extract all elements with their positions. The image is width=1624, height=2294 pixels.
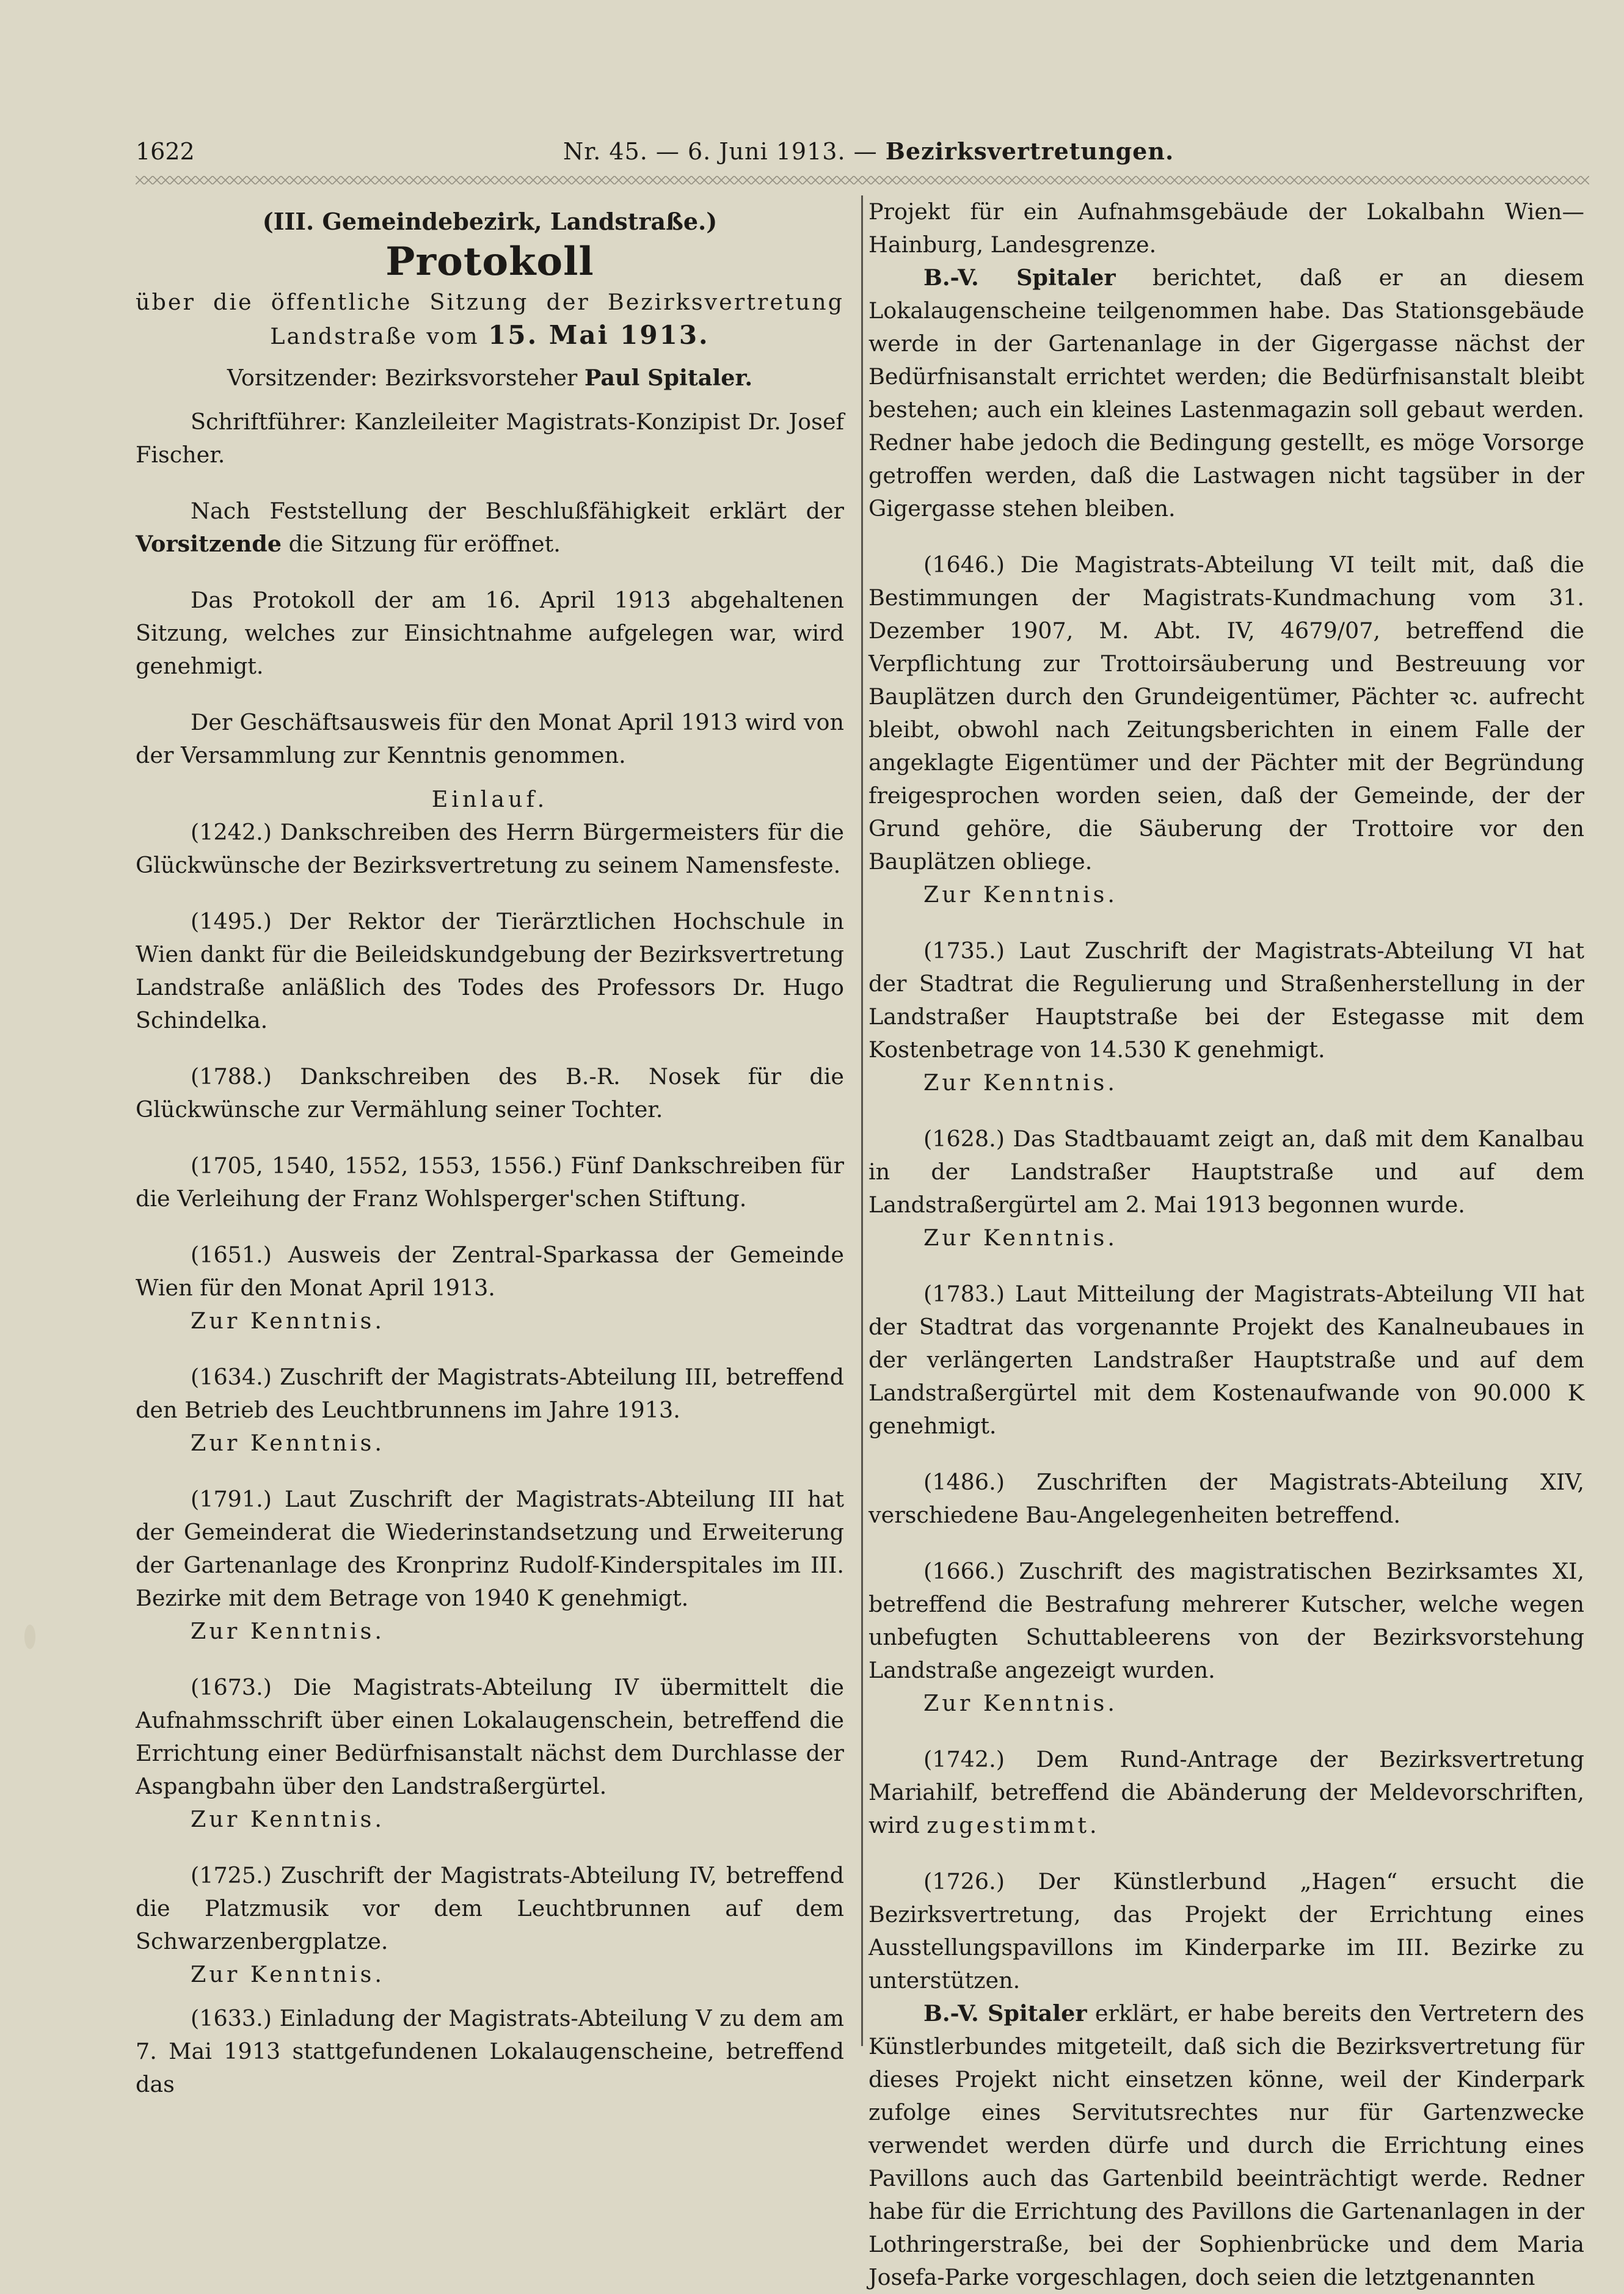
item-1742 (868, 1743, 1584, 1842)
item-1628: (1628.) Das Stadtbauamt zeigt an, daß mit dem Kanalbau in der Landstraßer Hauptstraße und auf dem Landstraßergürtel am 2. Mai 1913 begonnen wurde. (868, 1126, 1584, 1218)
item-1646: (1646.) Die Magistrats-Abteilung VI teilt mit, daß die Bestimmungen der Magistrats-Kundmachung vom 31. Dezember 1907, M. Abt. IV, 4679/07, betreffend die Verpflichtung zur Trottoirsäuberung und Bestreuung vor Bauplätzen durch den Grundeigentümer, Pächter ꝛc. aufrecht bleibt, obwohl nach Zeitungsberichten in einem Falle der angeklagte Eigentümer und der Pächter mit der Begründung freigesprochen worden seien, daß der Gemeinde, der der Grund gehöre, die Säuberung der Trottoire vor den Bauplätzen obliege. (868, 552, 1584, 875)
chairman-name: Paul Spitaler. (584, 365, 753, 391)
note-1646: Zur Kenntnis. (923, 881, 1118, 908)
item-1791: (1791.) Laut Zuschrift der Magistrats-Abteilung III hat der Gemeinderat die Wiederinstandsetzung und Erweiterung der Gartenanlage des Kronprinz Rudolf-Kinderspitales im III. Bezirke mit dem Betrage von 1940 K genehmigt. (136, 1486, 844, 1611)
note-1628: Zur Kenntnis. (923, 1225, 1118, 1251)
note-1634: Zur Kenntnis. (191, 1430, 385, 1456)
opening-end: die Sitzung für eröffnet. (288, 531, 561, 557)
protocol-approval: Das Protokoll der am 16. April 1913 abgehaltenen Sitzung, welches zur Einsichtnahme aufgelegen war, wird genehmigt. (136, 587, 844, 679)
item-1705: (1705, 1540, 1552, 1553, 1556.) Fünf Dankschreiben für die Verleihung der Franz Wohlsperger'schen Stiftung. (136, 1152, 844, 1212)
chairman-label: Vorsitzender: Bezirksvorsteher (227, 365, 578, 391)
header-rule (136, 176, 1589, 184)
speaker-text: berichtet, daß er an diesem Lokalaugenscheine teilgenommen habe. Das Stationsgebäude werde in der Gartenanlage in der Gigergasse nächst der Bedürfnisanstalt errichtet werden; die Bedürfnisanstalt bleibt bestehen; auch ein kleines Lastenmagazin soll gebaut werden. Redner habe jedoch die Bedingung gestellt, es möge Vorsorge getroffen werden, daß die Lastwagen nicht tagsüber in der Gigergasse stehen bleiben. (868, 264, 1585, 522)
item-1634: (1634.) Zuschrift der Magistrats-Abteilung III, betreffend den Betrieb des Leuchtbrunnens im Jahre 1913. (136, 1364, 844, 1423)
item-1742-decision: zugestimmt. (927, 1812, 1100, 1838)
column-divider (861, 195, 863, 2046)
item-1726: (1726.) Der Künstlerbund „Hagen“ ersucht die Bezirksvertretung, das Projekt der Errichtung eines Ausstellungspavillons im Kinderparke im III. Bezirke zu unterstützen. (868, 1868, 1584, 1994)
district-heading: (III. Gemeindebezirk, Landstraße.) (262, 208, 718, 235)
spitaler-report-2 (868, 1997, 1584, 2294)
item-1742-text: (1742.) Dem Rund-Antrage der Bezirksvertretung Mariahilf, betreffend die Abänderung der Meldevorschriften, wird (868, 1746, 1584, 1838)
note-1666: Zur Kenntnis. (923, 1690, 1118, 1716)
issue-line (563, 133, 1174, 170)
einlauf-heading: Einlauf. (431, 786, 548, 812)
protocol-title: Protokoll (385, 239, 594, 285)
note-1791: Zur Kenntnis. (191, 1618, 385, 1644)
item-1242: (1242.) Dankschreiben des Herrn Bürgermeisters für die Glückwünsche der Bezirksvertretung zu seinem Namensfeste. (136, 819, 844, 878)
page-number: 1622 (136, 138, 195, 165)
business-report: Der Geschäftsausweis für den Monat April 1913 wird von der Versammlung zur Kenntnis genommen. (136, 709, 844, 768)
protocol-date-line (136, 319, 844, 353)
item-1725: (1725.) Zuschrift der Magistrats-Abteilung IV, betreffend die Platzmusik vor dem Leuchtbrunnen auf dem Schwarzenbergplatze. (136, 1862, 844, 1954)
speaker-name: B.-V. Spitaler (923, 2000, 1087, 2026)
left-column (136, 195, 844, 2097)
item-1666: (1666.) Zuschrift des magistratischen Bezirksamtes XI, betreffend die Bestrafung mehrerer Kutscher, welche wegen unbefugten Schuttableerens von der Bezirksvorstehung Landstraße angezeigt wurden. (868, 1558, 1584, 1683)
item-1486: (1486.) Zuschriften der Magistrats-Abteilung XIV, verschiedene Bau-Angelegenheiten betreffend. (868, 1469, 1584, 1528)
secretary-paragraph: Schriftführer: Kanzleileiter Magistrats-Konzipist Dr. Josef Fischer. (136, 409, 844, 468)
protocol-subtitle: über die öffentliche Sitzung der Bezirksvertretung (136, 289, 844, 315)
item-1673: (1673.) Die Magistrats-Abteilung IV übermittelt die Aufnahmsschrift über einen Lokalaugenschein, betreffend die Errichtung einer Bedürfnisanstalt nächst dem Durchlasse der Aspangbahn über den Landstraßergürtel. (136, 1674, 844, 1799)
speaker-text: erklärt, er habe bereits den Vertretern des Künstlerbundes mitgeteilt, daß sich die Bezirksvertretung für dieses Projekt nicht einsetzen könne, weil der Kinderpark zufolge eines Servitutsrechtes nur für Gartenzwecke verwendet werden dürfe und durch die Errichtung eines Pavillons auch das Gartenbild beeinträchtigt werde. Redner habe für die Errichtung des Pavillons die Gartenanlagen in der Lothringerstraße, bei der Sophienbrücke und dem Maria Josefa-Parke vorgeschlagen, doch seien die letztgenannten (868, 2000, 1584, 2290)
page-header (136, 133, 1589, 170)
section-title: Bezirksvertretungen. (885, 137, 1174, 165)
item-1651: (1651.) Ausweis der Zentral-Sparkassa der Gemeinde Wien für den Monat April 1913. (136, 1242, 844, 1301)
paper-stain (24, 1625, 35, 1649)
chairman-line (136, 362, 844, 395)
speaker-name: B.-V. Spitaler (923, 264, 1116, 291)
opening-text: Nach Feststellung der Beschlußfähigkeit erklärt der (191, 498, 844, 524)
note-1735: Zur Kenntnis. (923, 1069, 1118, 1096)
item-1735: (1735.) Laut Zuschrift der Magistrats-Abteilung VI hat der Stadtrat die Regulierung und Straßenherstellung in der Landstraßer Hauptstraße bei der Estegasse mit dem Kostenbetrage von 14.530 K genehmigt. (868, 938, 1584, 1063)
session-date: 15. Mai 1913. (488, 320, 710, 350)
note-1725: Zur Kenntnis. (191, 1961, 385, 1987)
note-1673: Zur Kenntnis. (191, 1806, 385, 1832)
opening-chair: Vorsitzende (136, 531, 282, 557)
spitaler-report-1 (868, 261, 1584, 525)
issue-info: Nr. 45. — 6. Juni 1913. — (563, 138, 878, 165)
item-1495: (1495.) Der Rektor der Tierärztlichen Hochschule in Wien dankt für die Beileidskundgebung der Bezirksvertretung Landstraße anläßlich des Todes des Professors Dr. Hugo Schindelka. (136, 908, 844, 1033)
subtitle-prefix: Landstraße vom (270, 323, 479, 349)
item-1783: (1783.) Laut Mitteilung der Magistrats-Abteilung VII hat der Stadtrat das vorgenannte Projekt des Kanalneubaues in der verlängerten Landstraßer Hauptstraße und auf dem Landstraßergürtel mit dem Kostenaufwande von 90.000 K genehmigt. (868, 1281, 1584, 1439)
note-1651: Zur Kenntnis. (191, 1308, 385, 1334)
item-1633: (1633.) Einladung der Magistrats-Abteilung V zu dem am 7. Mai 1913 stattgefundenen Lokalaugenscheine, betreffend das (136, 2005, 844, 2097)
item-1788: (1788.) Dankschreiben des B.-R. Nosek für die Glückwünsche zur Vermählung seiner Tochter. (136, 1063, 844, 1123)
opening-paragraph (136, 495, 844, 561)
right-column (868, 195, 1585, 2290)
item-1633-continued: Projekt für ein Aufnahmsgebäude der Lokalbahn Wien—Hainburg, Landesgrenze. (868, 198, 1584, 258)
